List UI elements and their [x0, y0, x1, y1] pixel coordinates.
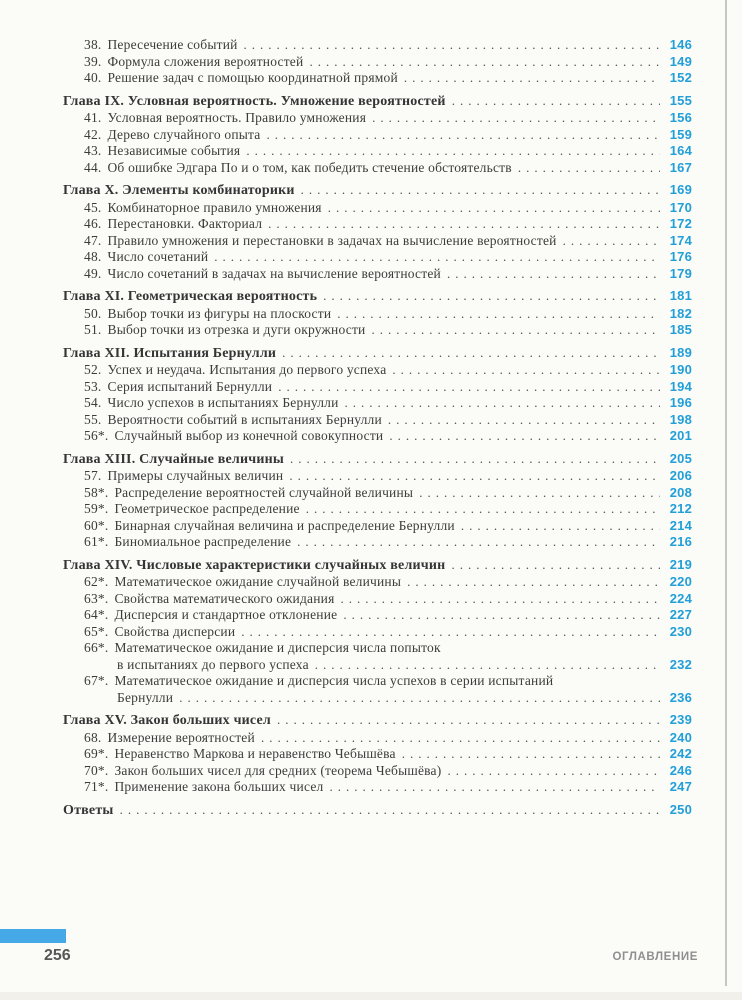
toc-list: [0, 37, 692, 819]
dot-leader: [315, 657, 660, 674]
dot-leader: [179, 690, 660, 707]
toc-page-number: 182: [669, 305, 692, 321]
toc-item-number: 39.: [84, 53, 102, 69]
toc-chapter-row: [0, 93, 692, 111]
toc-chapter-row: [0, 451, 692, 469]
toc-entry-title: Условная вероятность. Правило умножения: [107, 110, 367, 125]
toc-entry-title: Бинарная случайная величина и распределение Бернулли: [114, 517, 455, 533]
toc-item-row: [0, 266, 692, 283]
toc-entry-title: Успех и неудача. Испытания до первого успеха: [107, 362, 387, 377]
toc-item-number: 63*.: [84, 590, 109, 606]
toc-item-row: [0, 730, 692, 747]
toc-item-number: 43.: [84, 143, 102, 158]
toc-entry-title: Дерево случайного опыта: [107, 126, 261, 142]
toc-item-number: 45.: [84, 199, 102, 215]
toc-item-number: 61*.: [84, 534, 109, 549]
toc-page-number: 176: [669, 249, 692, 264]
toc-item-row: [0, 143, 692, 160]
toc-entry-title: Глава XIII. Случайные величины: [63, 451, 284, 467]
toc-page-number: 198: [669, 411, 692, 427]
toc-page-number: 220: [669, 574, 692, 589]
toc-item-row: [0, 591, 692, 608]
toc-item-row: [0, 534, 692, 551]
toc-item-number: 42.: [84, 126, 102, 142]
toc-item-row: [0, 233, 692, 250]
dot-leader: [343, 607, 660, 624]
toc-entry-title: Закон больших чисел для средних (теорема Чебышёва): [114, 762, 442, 778]
toc-entry-title: Формула сложения вероятностей: [107, 53, 304, 69]
toc-item-number: 41.: [84, 110, 102, 125]
toc-entry-title: Число успехов в испытаниях Бернулли: [107, 395, 339, 410]
dot-leader: [282, 345, 660, 362]
toc-entry-title: Вероятности событий в испытаниях Бернулли: [107, 411, 382, 427]
toc-entry-title: Бернулли: [117, 689, 174, 705]
dot-leader: [289, 468, 660, 485]
toc-item-row: [0, 70, 692, 87]
toc-item-continuation-row: [0, 657, 692, 674]
toc-page-number: 201: [669, 428, 692, 443]
toc-item-number: 44.: [84, 159, 102, 175]
toc-item-row: [0, 673, 692, 690]
running-footer-label: ОГЛАВЛЕНИЕ: [612, 951, 698, 963]
toc-item-number: 55.: [84, 411, 102, 427]
toc-item-number: 60*.: [84, 517, 109, 533]
dot-leader: [290, 451, 660, 468]
toc-page-number: 212: [669, 501, 692, 516]
dot-leader: [452, 93, 660, 110]
toc-item-number: 51.: [84, 322, 102, 337]
dot-leader: [341, 591, 661, 608]
toc-item-number: 56*.: [84, 428, 109, 443]
toc-item-row: [0, 362, 692, 379]
toc-page-number: 232: [669, 656, 692, 672]
toc-item-row: [0, 395, 692, 412]
toc-item-number: 52.: [84, 362, 102, 377]
toc-item-number: 65*.: [84, 623, 109, 639]
toc-entry-title: Математическое ожидание случайной величины: [114, 574, 402, 589]
toc-entry-title: Распределение вероятностей случайной величины: [114, 484, 414, 500]
toc-entry-title: Серия испытаний Бернулли: [107, 378, 273, 394]
toc-entry-title: Правило умножения и перестановки в задачах на вычисление вероятностей: [107, 232, 557, 248]
toc-entry-title: Геометрическое распределение: [114, 501, 300, 516]
toc-page-number: 189: [669, 344, 692, 360]
toc-item-row: [0, 607, 692, 624]
toc-item-number: 68.: [84, 729, 102, 745]
toc-entry-title: Примеры случайных величин: [107, 468, 284, 483]
footer-accent-bar: [0, 929, 66, 943]
page-edge-line: [725, 0, 727, 986]
dot-leader: [345, 395, 660, 412]
toc-page-number: 224: [669, 590, 692, 606]
toc-entry-title: Число сочетаний: [107, 249, 209, 264]
toc-page-number: 230: [669, 623, 692, 639]
toc-page-number: 167: [669, 159, 692, 175]
toc-page-number: 146: [669, 37, 692, 52]
dot-leader: [392, 362, 660, 379]
dot-leader: [328, 200, 660, 217]
toc-entry-title: Биномиальное распределение: [114, 534, 292, 549]
toc-item-row: [0, 37, 692, 54]
toc-item-row: [0, 54, 692, 71]
toc-page-number: 208: [669, 484, 692, 500]
toc-page-number: 216: [669, 534, 692, 549]
toc-page-number: 152: [669, 70, 692, 85]
toc-entry-title: Ответы: [63, 802, 114, 818]
toc-page-number: 185: [669, 322, 692, 337]
toc-entry-title: Выбор точки из отрезка и дуги окружности: [107, 322, 366, 337]
toc-entry-title: Перестановки. Факториал: [107, 216, 263, 231]
dot-leader: [297, 534, 660, 551]
toc-item-number: 53.: [84, 378, 102, 394]
toc-chapter-row: [0, 345, 692, 363]
toc-entry-title: Глава XI. Геометрическая вероятность: [63, 289, 318, 304]
dot-leader: [120, 802, 660, 819]
toc-page-number: 239: [669, 712, 692, 727]
toc-chapter-row: [0, 288, 692, 306]
toc-page-number: 169: [669, 182, 692, 197]
toc-item-row: [0, 200, 692, 217]
toc-chapter-row: [0, 712, 692, 730]
toc-page-number: 250: [669, 801, 692, 817]
dot-leader: [244, 37, 660, 54]
toc-page-number: 170: [669, 199, 692, 215]
dot-leader: [329, 779, 660, 796]
toc-entry-title: Число сочетаний в задачах на вычисление вероятностей: [107, 265, 441, 281]
toc-page-number: 196: [669, 395, 692, 410]
dot-leader: [447, 763, 660, 780]
toc-item-number: 46.: [84, 216, 102, 231]
toc-chapter-row: [0, 182, 692, 200]
toc-entry-title: Измерение вероятностей: [107, 729, 255, 745]
toc-item-number: 47.: [84, 232, 102, 248]
dot-leader: [323, 288, 660, 305]
dot-leader: [419, 485, 660, 502]
toc-chapter-row: [0, 802, 692, 820]
toc-entry-title: Глава XII. Испытания Бернулли: [63, 345, 277, 361]
toc-entry-title: Неравенство Маркова и неравенство Чебышёва: [114, 746, 396, 761]
toc-entry-title: Глава XIV. Числовые характеристики случайных величин: [63, 557, 446, 573]
toc-page-number: 181: [669, 288, 692, 303]
toc-item-number: 57.: [84, 468, 102, 483]
toc-page-number: 159: [669, 126, 692, 142]
dot-leader: [451, 557, 660, 574]
dot-leader: [277, 712, 660, 729]
toc-entry-title: Пересечение событий: [107, 37, 238, 52]
dot-leader: [388, 412, 660, 429]
folio-page-number: 256: [44, 947, 71, 964]
page-bottom-shade: [0, 992, 742, 1000]
toc-entry-title: Комбинаторное правило умножения: [107, 199, 322, 215]
toc-item-row: [0, 468, 692, 485]
dot-leader: [447, 266, 660, 283]
dot-leader: [241, 624, 660, 641]
toc-item-row: [0, 216, 692, 233]
dot-leader: [214, 249, 660, 266]
dot-leader: [309, 54, 660, 71]
dot-leader: [267, 127, 661, 144]
toc-entry-title: Глава X. Элементы комбинаторики: [63, 183, 295, 198]
toc-item-number: 70*.: [84, 762, 109, 778]
toc-item-row: [0, 428, 692, 445]
toc-item-row: [0, 322, 692, 339]
toc-entry-title: Независимые события: [107, 143, 241, 158]
toc-item-row: [0, 379, 692, 396]
toc-page-number: 172: [669, 216, 692, 231]
toc-item-row: [0, 160, 692, 177]
toc-item-row: [0, 640, 692, 657]
toc-page-number: 156: [669, 110, 692, 125]
toc-entry-title: Свойства математического ожидания: [114, 590, 335, 606]
toc-page-number: 149: [669, 53, 692, 69]
toc-page-number: 219: [669, 556, 692, 572]
dot-leader: [246, 143, 660, 160]
toc-entry-title: Применение закона больших чисел: [114, 779, 324, 794]
toc-item-row: [0, 412, 692, 429]
toc-page-number: 164: [669, 143, 692, 158]
dot-leader: [404, 70, 660, 87]
toc-item-row: [0, 779, 692, 796]
toc-item-number: 59*.: [84, 501, 109, 516]
toc-item-row: [0, 306, 692, 323]
dot-leader: [402, 746, 660, 763]
toc-item-number: 62*.: [84, 574, 109, 589]
toc-page-number: 214: [669, 517, 692, 533]
toc-item-number: 40.: [84, 70, 102, 85]
toc-item-number: 58*.: [84, 484, 109, 500]
dot-leader: [372, 110, 660, 127]
toc-page-number: 194: [669, 378, 692, 394]
toc-item-row: [0, 763, 692, 780]
toc-item-number: 48.: [84, 249, 102, 264]
toc-item-row: [0, 127, 692, 144]
toc-item-row: [0, 110, 692, 127]
toc-entry-title: Глава XV. Закон больших чисел: [63, 713, 271, 728]
toc-entry-title: Свойства дисперсии: [114, 623, 236, 639]
toc-item-number: 66*.: [84, 640, 109, 655]
toc-item-number: 54.: [84, 395, 102, 410]
toc-item-row: [0, 501, 692, 518]
toc-item-number: 64*.: [84, 607, 109, 622]
toc-page-number: 246: [669, 762, 692, 778]
dot-leader: [278, 379, 660, 396]
toc-entry-title: Решение задач с помощью координатной прямой: [107, 70, 398, 85]
toc-page-number: 227: [669, 607, 692, 622]
dot-leader: [301, 182, 660, 199]
dot-leader: [371, 322, 660, 339]
toc-page-number: 155: [669, 92, 692, 108]
toc-page-number: 247: [669, 779, 692, 794]
toc-item-number: 38.: [84, 37, 102, 52]
dot-leader: [389, 428, 660, 445]
dot-leader: [306, 501, 660, 518]
dot-leader: [407, 574, 660, 591]
dot-leader: [261, 730, 660, 747]
toc-page-number: 240: [669, 729, 692, 745]
dot-leader: [337, 306, 660, 323]
toc-item-row: [0, 746, 692, 763]
toc-item-row: [0, 574, 692, 591]
toc-page-number: 179: [669, 265, 692, 281]
toc-page-number: 205: [669, 450, 692, 466]
toc-item-number: 71*.: [84, 779, 109, 794]
toc-entry-title: Об ошибке Эдгара По и о том, как победить стечение обстоятельств: [107, 159, 512, 175]
toc-page-number: 190: [669, 362, 692, 377]
dot-leader: [563, 233, 660, 250]
toc-chapter-row: [0, 557, 692, 575]
toc-item-continuation-row: [0, 690, 692, 707]
toc-entry-title: Случайный выбор из конечной совокупности: [114, 428, 384, 443]
toc-item-number: 67*.: [84, 673, 109, 688]
toc-entry-title: Глава IX. Условная вероятность. Умножение вероятностей: [63, 93, 446, 109]
toc-entry-title: Выбор точки из фигуры на плоскости: [107, 305, 332, 321]
toc-page-number: 174: [669, 232, 692, 248]
toc-item-number: 69*.: [84, 746, 109, 761]
toc-item-row: [0, 518, 692, 535]
dot-leader: [461, 518, 660, 535]
toc-item-row: [0, 249, 692, 266]
toc-item-row: [0, 485, 692, 502]
toc-page-number: 236: [669, 689, 692, 705]
toc-item-row: [0, 624, 692, 641]
dot-leader: [518, 160, 660, 177]
toc-entry-title: в испытаниях до первого успеха: [117, 656, 309, 672]
toc-item-number: 50.: [84, 305, 102, 321]
toc-page-number: 242: [669, 746, 692, 761]
toc-item-number: 49.: [84, 265, 102, 281]
dot-leader: [268, 216, 660, 233]
toc-entry-title: Дисперсия и стандартное отклонение: [114, 607, 338, 622]
toc-entry-title: Математическое ожидание и дисперсия числа успехов в серии испытаний: [114, 673, 554, 688]
toc-entry-title: Математическое ожидание и дисперсия числа попыток: [114, 640, 441, 655]
toc-page-number: 206: [669, 468, 692, 483]
